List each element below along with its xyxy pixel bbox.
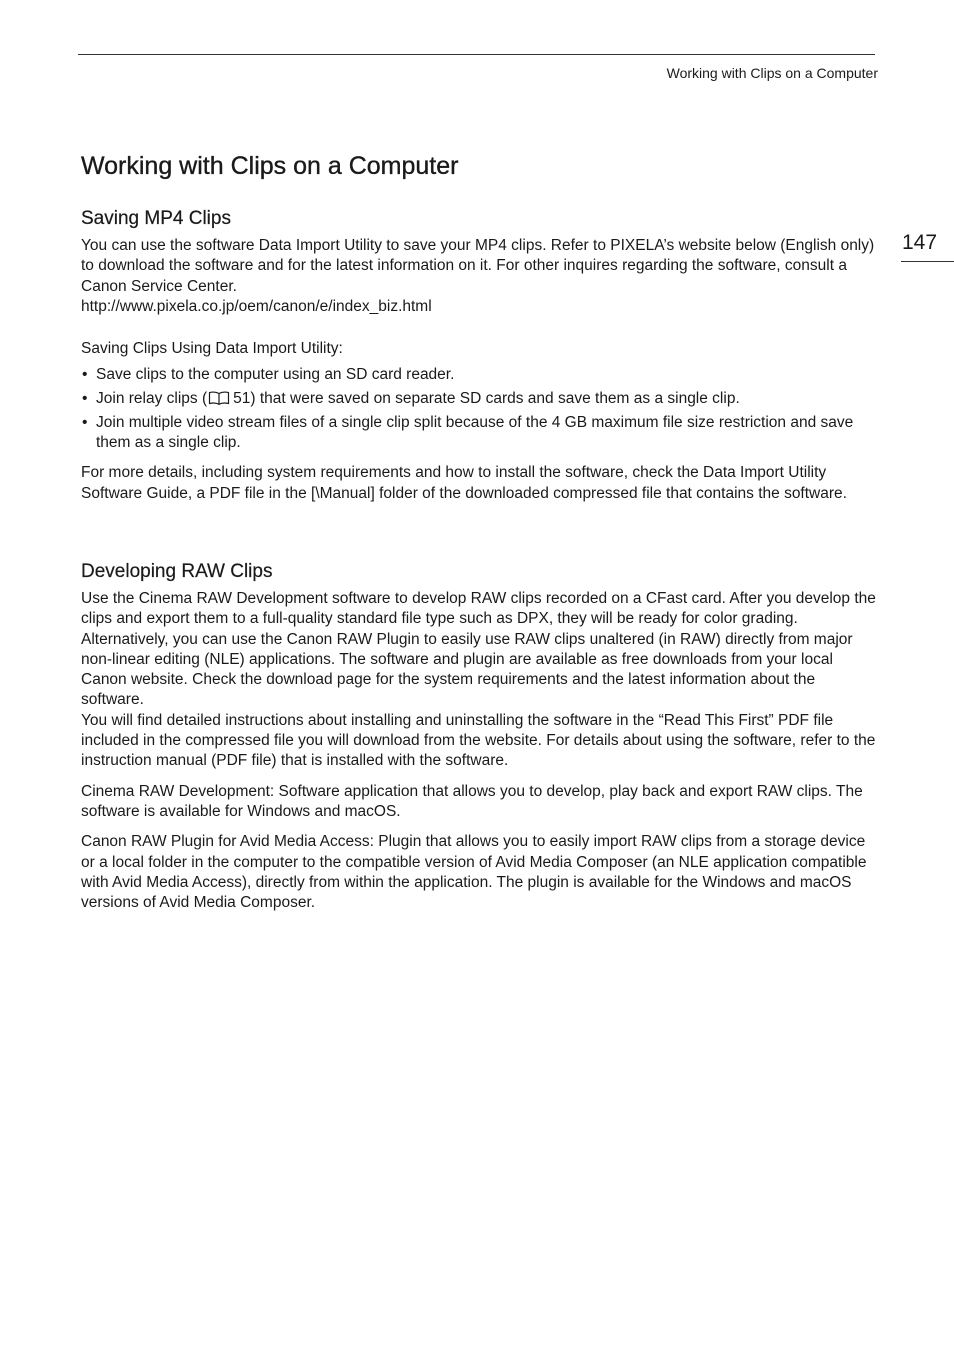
header-rule — [78, 54, 875, 55]
running-header: Working with Clips on a Computer — [666, 65, 878, 81]
mp4-intro-paragraph: You can use the software Data Import Utility to save your MP4 clips. Refer to PIXELA’s website below (English only) to download the software and for the latest information on it. For other inquires regarding the software, consult a Canon Service Center. — [81, 237, 875, 295]
reference-page-number: 51 — [233, 389, 251, 407]
bullet-text-before: Join relay clips ( — [96, 389, 208, 407]
raw-paragraph-2: You will find detailed instructions about installing and uninstalling the software in the “Read This First” PDF file included in the compressed file you will download from the website. For details about using the software, refer to the instruction manual (PDF file) that is installed with the software. — [81, 711, 876, 770]
page-title: Working with Clips on a Computer — [81, 152, 459, 180]
data-import-bullets — [81, 365, 877, 453]
bullet-text: Save clips to the computer using an SD card reader. — [96, 366, 455, 384]
raw-paragraph-plugin: Canon RAW Plugin for Avid Media Access: Plugin that allows you to easily import RAW clips from a storage device or a local folder in the computer to the compatible version of Avid Media Composer (an NLE application compatible with Avid Media Access), directly from within the application. The plugin is available for the Windows and macOS versions of Avid Media Composer. — [81, 833, 867, 912]
pixela-url: http://www.pixela.co.jp/oem/canon/e/index_biz.html — [81, 297, 432, 315]
subheading-data-import-utility: Saving Clips Using Data Import Utility: — [81, 340, 343, 358]
page-content — [81, 150, 877, 913]
bullet-text-after: ) that were saved on separate SD cards and save them as a single clip. — [250, 389, 740, 407]
list-item — [81, 365, 877, 385]
raw-paragraph-1: Use the Cinema RAW Development software to develop RAW clips recorded on a CFast card. After you develop the clips and export them to a full-quality standard file type such as DPX, they will be ready for color grading. Alternatively, you can use the Canon RAW Plugin to easily use RAW clips unaltered (in RAW) directly from major non-linear editing (NLE) applications. The software and plugin are available as free downloads from your local Canon website. Check the download page for the system requirements and the latest information about the software. — [81, 589, 876, 709]
page-number: 147 — [901, 230, 954, 262]
list-item — [81, 413, 877, 454]
book-reference-icon — [208, 391, 230, 405]
section-saving-mp4 — [81, 207, 877, 504]
section-developing-raw — [81, 560, 877, 913]
raw-paragraph-cinema-raw: Cinema RAW Development: Software application that allows you to develop, play back and export RAW clips. The software is available for Windows and macOS. — [81, 782, 863, 820]
mp4-details-paragraph: For more details, including system requirements and how to install the software, check the Data Import Utility Software Guide, a PDF file in the [\Manual] folder of the downloaded compressed file that contains the software. — [81, 464, 847, 502]
list-item — [81, 389, 877, 409]
section-heading-saving-mp4: Saving MP4 Clips — [81, 208, 231, 229]
bullet-text: Join multiple video stream files of a single clip split because of the 4 GB maximum file size restriction and save them as a single clip. — [96, 413, 854, 452]
section-heading-developing-raw: Developing RAW Clips — [81, 560, 273, 582]
